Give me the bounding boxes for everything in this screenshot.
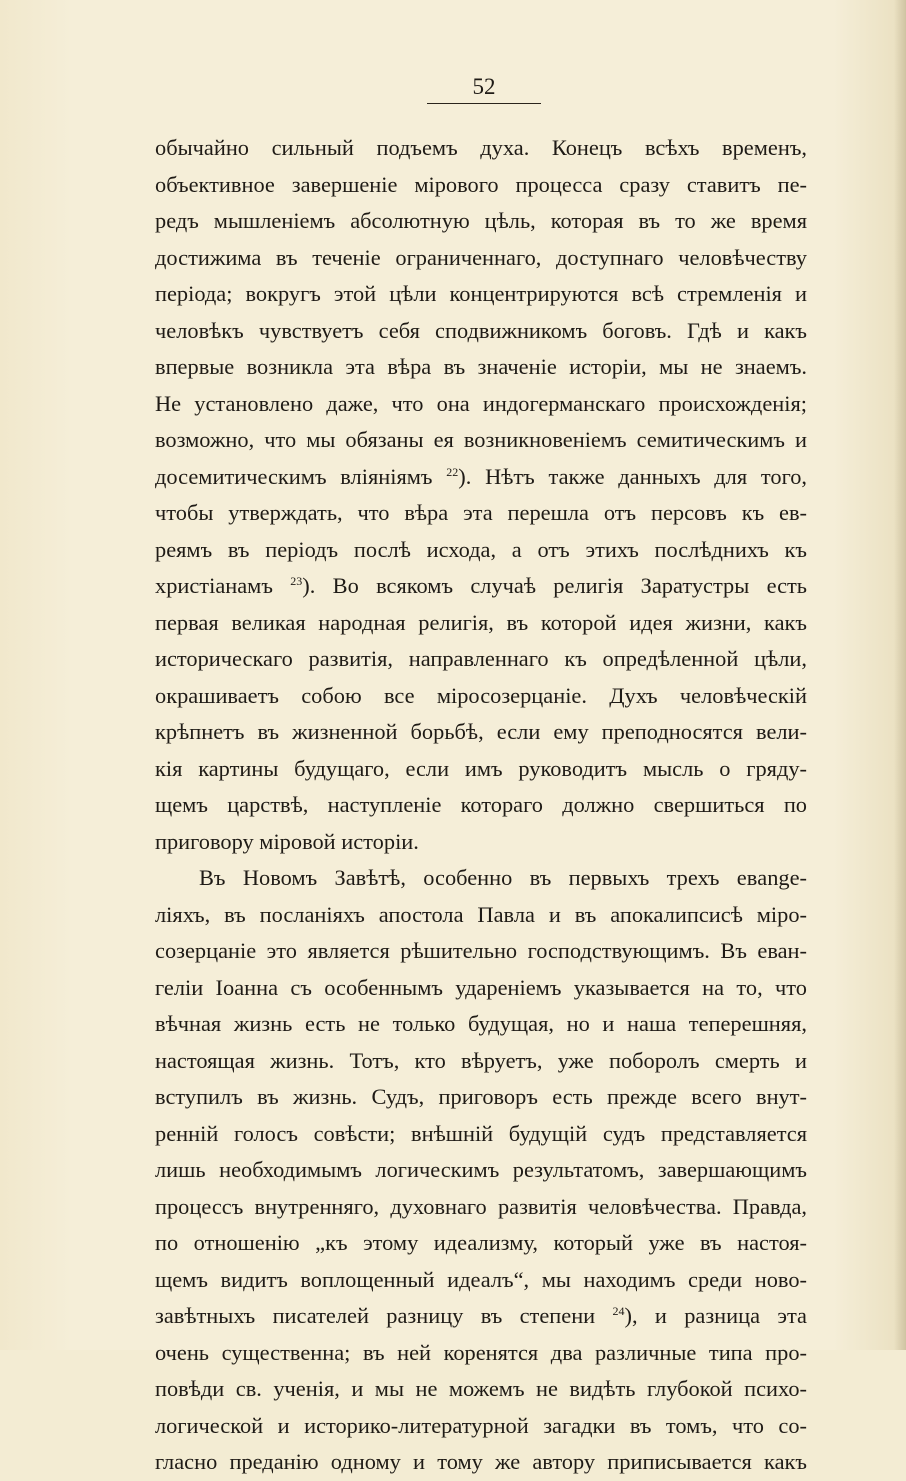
text-line-paragraph-end: приговору міровой исторіи. — [155, 828, 419, 854]
text-line: періода; вокругъ этой цѣли концентрируются всѣ стремленія и — [155, 281, 807, 306]
footnote-ref: 23 — [290, 574, 303, 588]
text-line: вѣчная жизнь есть не только будущая, но и наша теперешняя, — [155, 1011, 807, 1036]
text-line: возможно, что мы обязаны ея возникновеніемъ семитическимъ и — [155, 427, 807, 452]
text-line: лишь необходимымъ логическимъ результатомъ, завершающимъ — [155, 1157, 807, 1182]
text-line: повѣди св. ученія, и мы не можемъ не видѣть глубокой психо- — [155, 1376, 807, 1401]
page-number-rule — [427, 103, 541, 104]
text-line: ренній голосъ совѣсти; внѣшній будущій судъ представляется — [155, 1120, 807, 1146]
text-line-with-footnote — [155, 459, 807, 496]
footnote-ref: 24 — [612, 1304, 625, 1318]
text-line: очень существенна; въ ней коренятся два различные типа про- — [155, 1339, 807, 1365]
text-line: крѣпнетъ въ жизненной борьбѣ, если ему преподносятся вели- — [155, 719, 807, 744]
text-segment: ). Во всякомъ случаѣ религія Заратустры есть — [302, 573, 807, 598]
text-line: первая великая народная религія, въ которой идея жизни, какъ — [155, 609, 807, 635]
text-line: щемъ видитъ воплощенный идеалъ“, мы находимъ среди ново- — [155, 1266, 807, 1292]
text-line: редъ мышленіемъ абсолютную цѣль, которая въ то же время — [155, 208, 807, 233]
text-line: щемъ царствѣ, наступленіе котораго должно свершиться по — [155, 792, 807, 817]
text-segment: ). Нѣтъ также данныхъ для того, — [458, 463, 807, 489]
text-line: объективное завершеніе мірового процесса сразу ставитъ пе- — [155, 171, 807, 197]
text-line-paragraph-start: Въ Новомъ Завѣтѣ, особенно въ первыхъ трехъ евange- — [199, 865, 807, 890]
footnote-ref: 22 — [446, 464, 459, 479]
text-line-with-footnote — [155, 568, 807, 605]
text-segment: христіанамъ — [155, 573, 273, 598]
text-line-with-footnote — [155, 1298, 807, 1335]
text-line: чтобы утверждать, что вѣра эта перешла отъ персовъ къ ев- — [155, 500, 807, 525]
text-line: гласно преданію одному и тому же автору приписывается какъ — [155, 1449, 807, 1474]
text-line: человѣкъ чувствуетъ себя сподвижникомъ боговъ. Гдѣ и какъ — [155, 317, 807, 343]
text-line: окрашиваетъ собою все міросозерцаніе. Духъ человѣческій — [155, 682, 807, 708]
body-text — [155, 130, 807, 1481]
page-edge-shadow — [894, 0, 906, 1350]
text-line: созерцаніе это является рѣшительно господствующимъ. Въ еван- — [155, 938, 807, 963]
text-line: логической и историко-литературной загадки въ томъ, что со- — [155, 1412, 807, 1438]
text-line: настоящая жизнь. Тотъ, кто вѣруетъ, уже поборолъ смерть и — [155, 1047, 807, 1073]
text-line: вступилъ въ жизнь. Судъ, приговоръ есть прежде всего внут- — [155, 1084, 807, 1109]
text-line: по отношенію „къ этому идеализму, который уже въ настоя- — [155, 1230, 807, 1255]
text-line: впервые возникла эта вѣра въ значеніе исторіи, мы не знаемъ. — [155, 354, 807, 379]
text-line: достижима въ теченіе ограниченнаго, доступнаго человѣчеству — [155, 244, 807, 270]
text-segment: завѣтныхъ писателей разницу въ степени — [155, 1303, 596, 1328]
text-line: ліяхъ, въ посланіяхъ апостола Павла и въ апокалипсисѣ міро- — [155, 901, 807, 927]
text-line: Не установлено даже, что она индогерманскаго происхожденія; — [155, 390, 807, 416]
text-line: кія картины будущаго, если имъ руководитъ мысль о гряду- — [155, 755, 807, 781]
text-line: обычайно сильный подъемъ духа. Конецъ всѣхъ временъ, — [155, 135, 807, 160]
text-line: процессъ внутренняго, духовнаго развитія человѣчества. Правда, — [155, 1193, 807, 1219]
page-number: 52 — [472, 74, 496, 99]
text-line: историческаго развитія, направленнаго къ опредѣленной цѣли, — [155, 646, 807, 671]
text-segment: ), и разница эта — [624, 1303, 807, 1328]
text-line: геліи Іоанна съ особеннымъ удареніемъ указывается на то, что — [155, 974, 807, 1000]
text-segment: досемитическимъ вліяніямъ — [155, 463, 433, 489]
text-line: реямъ въ періодъ послѣ исхода, а отъ этихъ послѣднихъ къ — [155, 536, 807, 562]
